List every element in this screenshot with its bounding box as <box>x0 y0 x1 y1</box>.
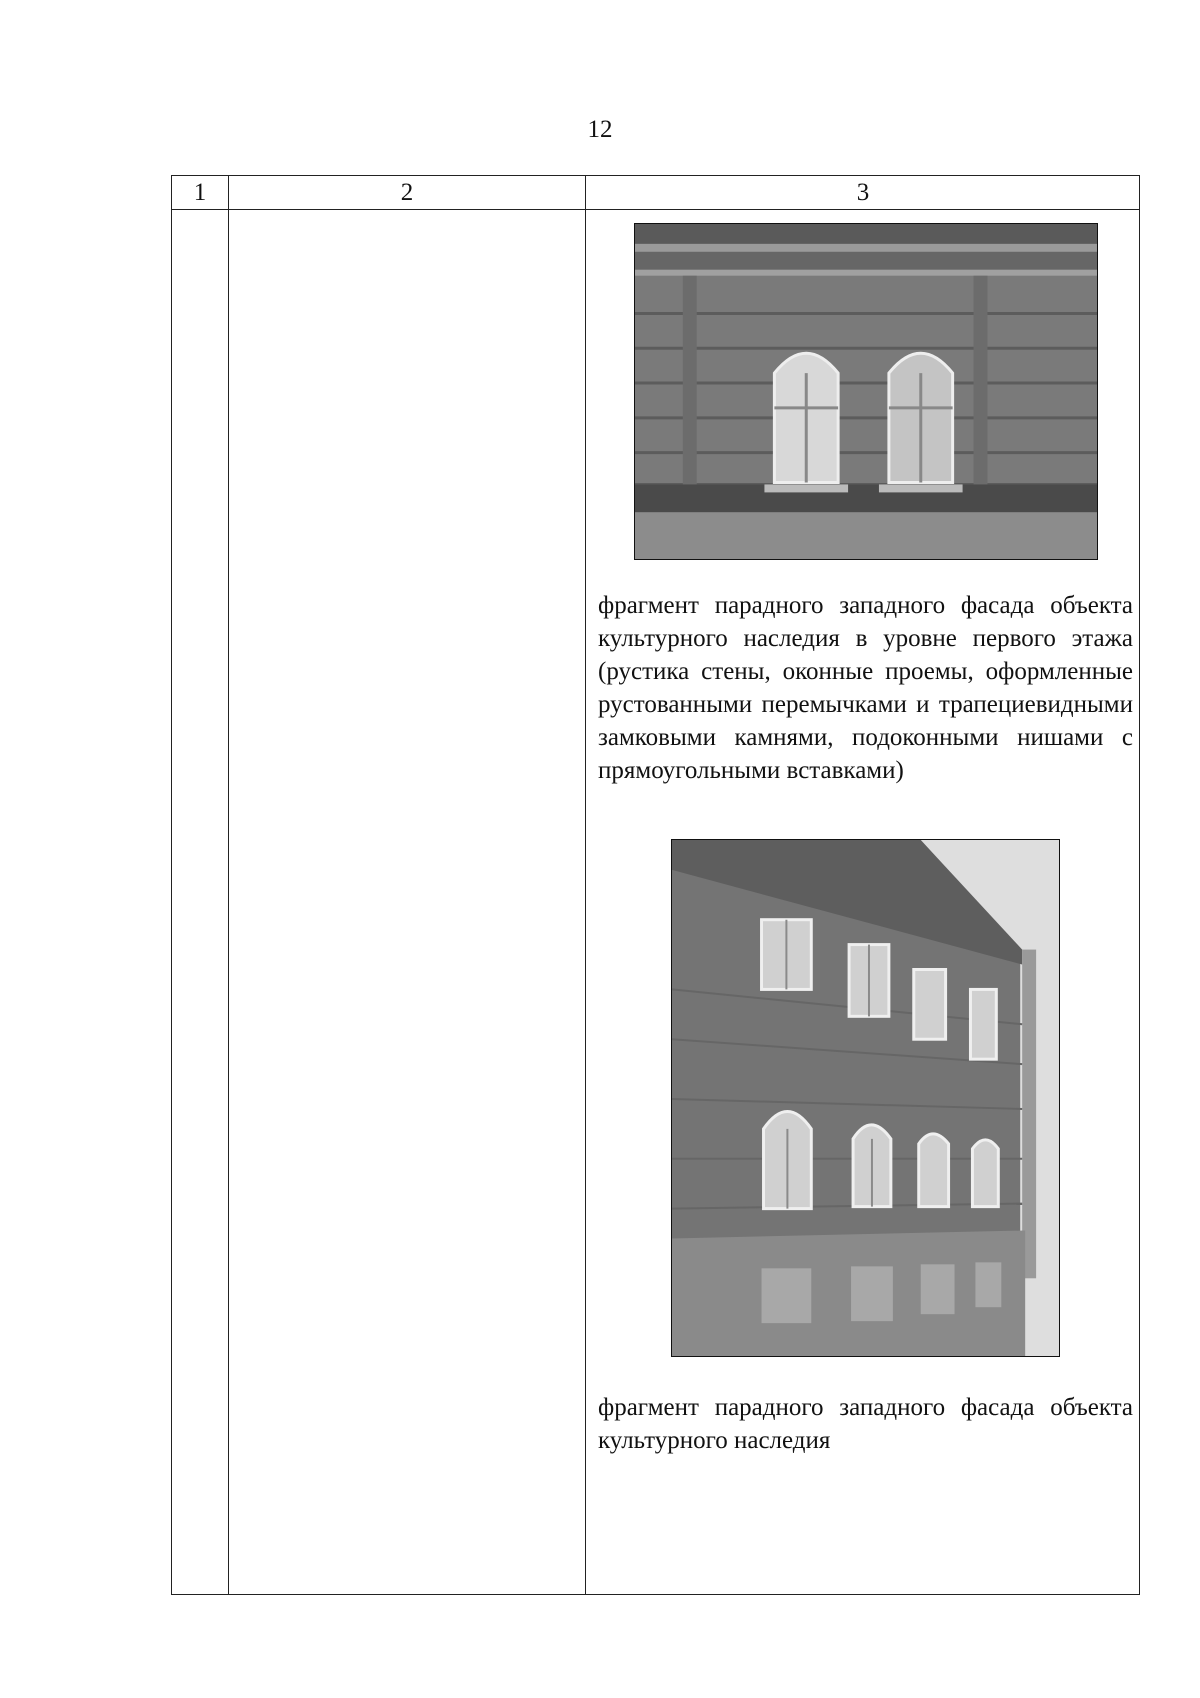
facade-fragment-photo-1 <box>634 223 1098 560</box>
building-facade-photo-icon <box>635 224 1097 559</box>
column-header-1: 1 <box>193 179 207 206</box>
column-header-3: 3 <box>856 179 870 206</box>
column-header-2: 2 <box>400 179 414 206</box>
page-number: 12 <box>587 116 613 143</box>
column-divider-1 <box>228 176 229 1594</box>
building-facade-photo-icon <box>672 840 1059 1356</box>
photo-caption-1: фрагмент парадного западного фасада объекта культурного наследия в уровне первого этажа (рустика стены, оконные проемы, оформленные рустованными перемычками и трапециевидными замковыми камнями, подоконными нишами с прямоугольными вставками) <box>598 592 1133 784</box>
table-header-row <box>172 176 1139 210</box>
table-cell-column-3 <box>586 211 1139 1594</box>
document-table <box>171 175 1140 1595</box>
facade-fragment-photo-2 <box>671 839 1060 1357</box>
photo-caption-2: фрагмент парадного западного фасада объекта культурного наследия <box>598 1394 1133 1454</box>
